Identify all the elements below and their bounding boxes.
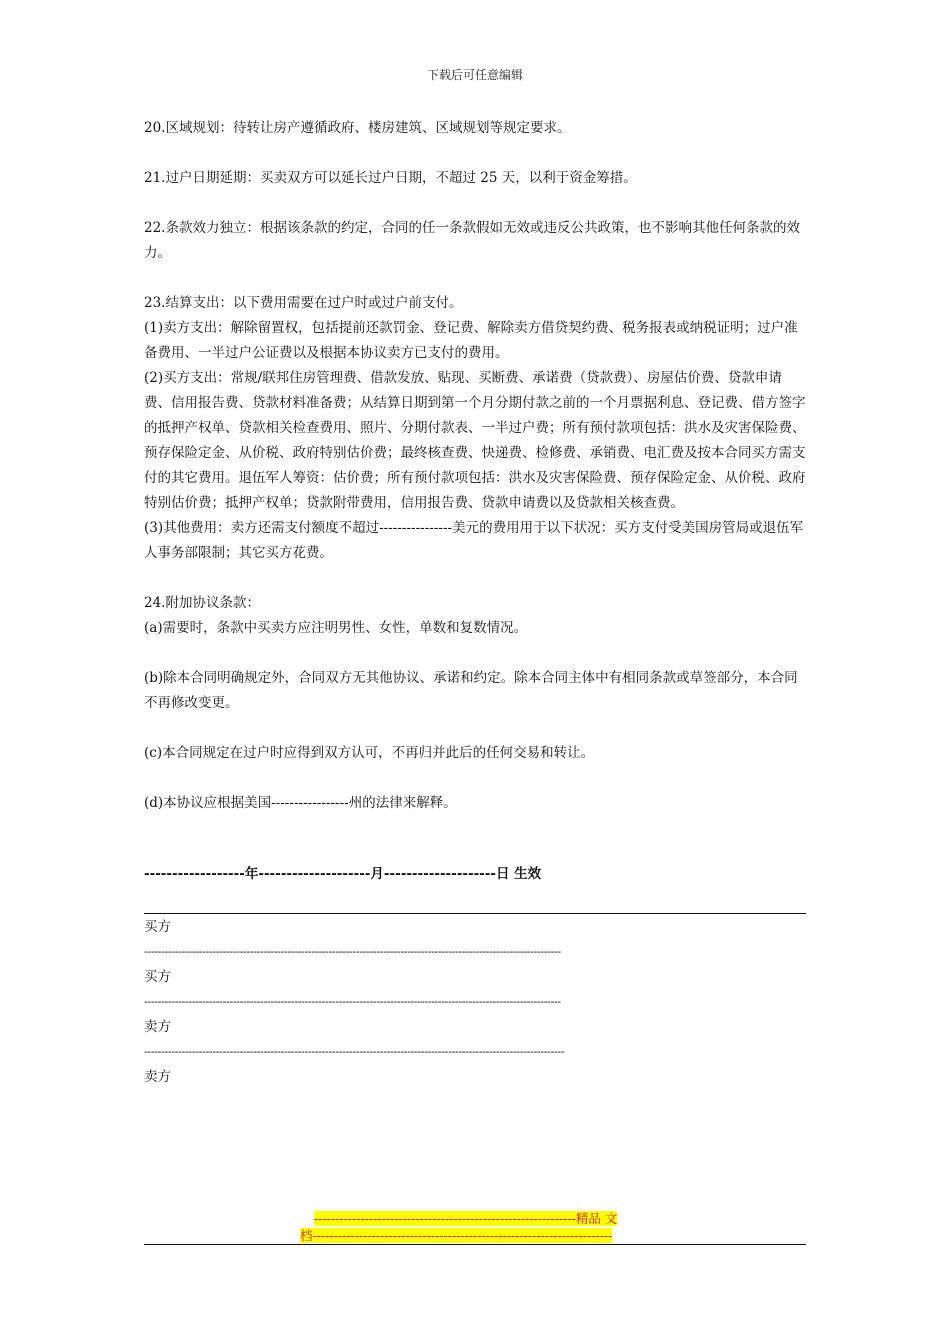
buyer-label-1: 买方 bbox=[144, 919, 171, 935]
footer-line-1: --------------------------------------------------------------精品 文 bbox=[314, 1211, 618, 1226]
buyer-label-2: 买方 bbox=[144, 969, 171, 985]
clause-24-c: (c)本合同规定在过户时应得到双方认可，不再归并此后的任何交易和转让。 bbox=[144, 745, 595, 761]
clause-24-title: 24.附加协议条款： bbox=[144, 595, 260, 611]
contract-body bbox=[144, 116, 808, 816]
footer-bottom-rule bbox=[144, 1244, 806, 1245]
clause-20: 20.区域规划：待转让房产遵循政府、楼房建筑、区域规划等规定要求。 bbox=[144, 120, 571, 136]
effective-date: ------------------年--------------------月--------------------日 生效 bbox=[144, 866, 542, 882]
seller-label-1: 卖方 bbox=[144, 1019, 171, 1035]
clause-21: 21.过户日期延期：买卖双方可以延长过户日期，不超过 25 天，以利于资金筹措。 bbox=[144, 170, 637, 186]
clause-23-1: (1)卖方支出：解除留置权，包括提前还款罚金、登记费、解除卖方借贷契约费、税务报表或纳税证明；过户准备费用、一半过户公证费以及根据本协议卖方已支付的费用。 bbox=[144, 320, 798, 361]
clause-22: 22.条款效力独立：根据该条款的约定，合同的任一条款假如无效或违反公共政策，也不影响其他任何条款的效力。 bbox=[144, 220, 800, 261]
clause-24-a: (a)需要时，条款中买卖方应注明男性、女性，单数和复数情况。 bbox=[144, 620, 528, 636]
signature-top-rule bbox=[144, 913, 806, 914]
clause-23-2: (2)买方支出：常规/联邦住房管理费、借款发放、贴现、买断费、承诺费（贷款费）、房屋估价费、贷款申请费、信用报告费、贷款材料准备费；从结算日期到第一个月分期付款之前的一个月票据利息、登记费、借方签字的抵押产权单、贷款相关检查费用、照片、分期付款表、一半过户费；所有预付款项包括：洪水及灾害保险费、预存保险定金、从价税、政府特别估价费；最终核查费、快递费、检修费、承销费、电汇费及按本合同买方需支付的其它费用。退伍军人筹资：估价费；所有预付款项包括：洪水及灾害保险费、预存保险定金、从价税、政府特别估价费；抵押产权单；贷款附带费用，信用报告费、贷款申请费以及贷款相关核查费。 bbox=[144, 370, 806, 511]
clause-23-3: (3)其他费用：卖方还需支付额度不超过----------------美元的费用用于以下状况：买方支付受美国房管局或退伍军人事务部限制；其它买方花费。 bbox=[144, 520, 804, 561]
clause-24-d: (d)本协议应根据美国-----------------州的法律来解释。 bbox=[144, 795, 457, 811]
footer-line-2: 档----------------------------------------------------------------------- bbox=[300, 1228, 613, 1243]
clause-23-title: 23.结算支出：以下费用需要在过户时或过户前支付。 bbox=[144, 295, 463, 311]
clause-24-b: (b)除本合同明确规定外，合同双方无其他协议、承诺和约定。除本合同主体中有相同条款或草签部分，本合同不再修改变更。 bbox=[144, 670, 798, 711]
footer-watermark bbox=[300, 1210, 650, 1244]
page-header: 下载后可任意编辑 bbox=[426, 68, 523, 82]
signature-line-1: -------------------------------------------------------------------------------------------------------------------------- bbox=[144, 945, 561, 958]
signature-line-3: --------------------------------------------------------------------------------------------------------------------------- bbox=[144, 1045, 565, 1058]
seller-label-2: 卖方 bbox=[144, 1069, 171, 1085]
signature-line-2: -------------------------------------------------------------------------------------------------------------------------- bbox=[144, 995, 561, 1008]
